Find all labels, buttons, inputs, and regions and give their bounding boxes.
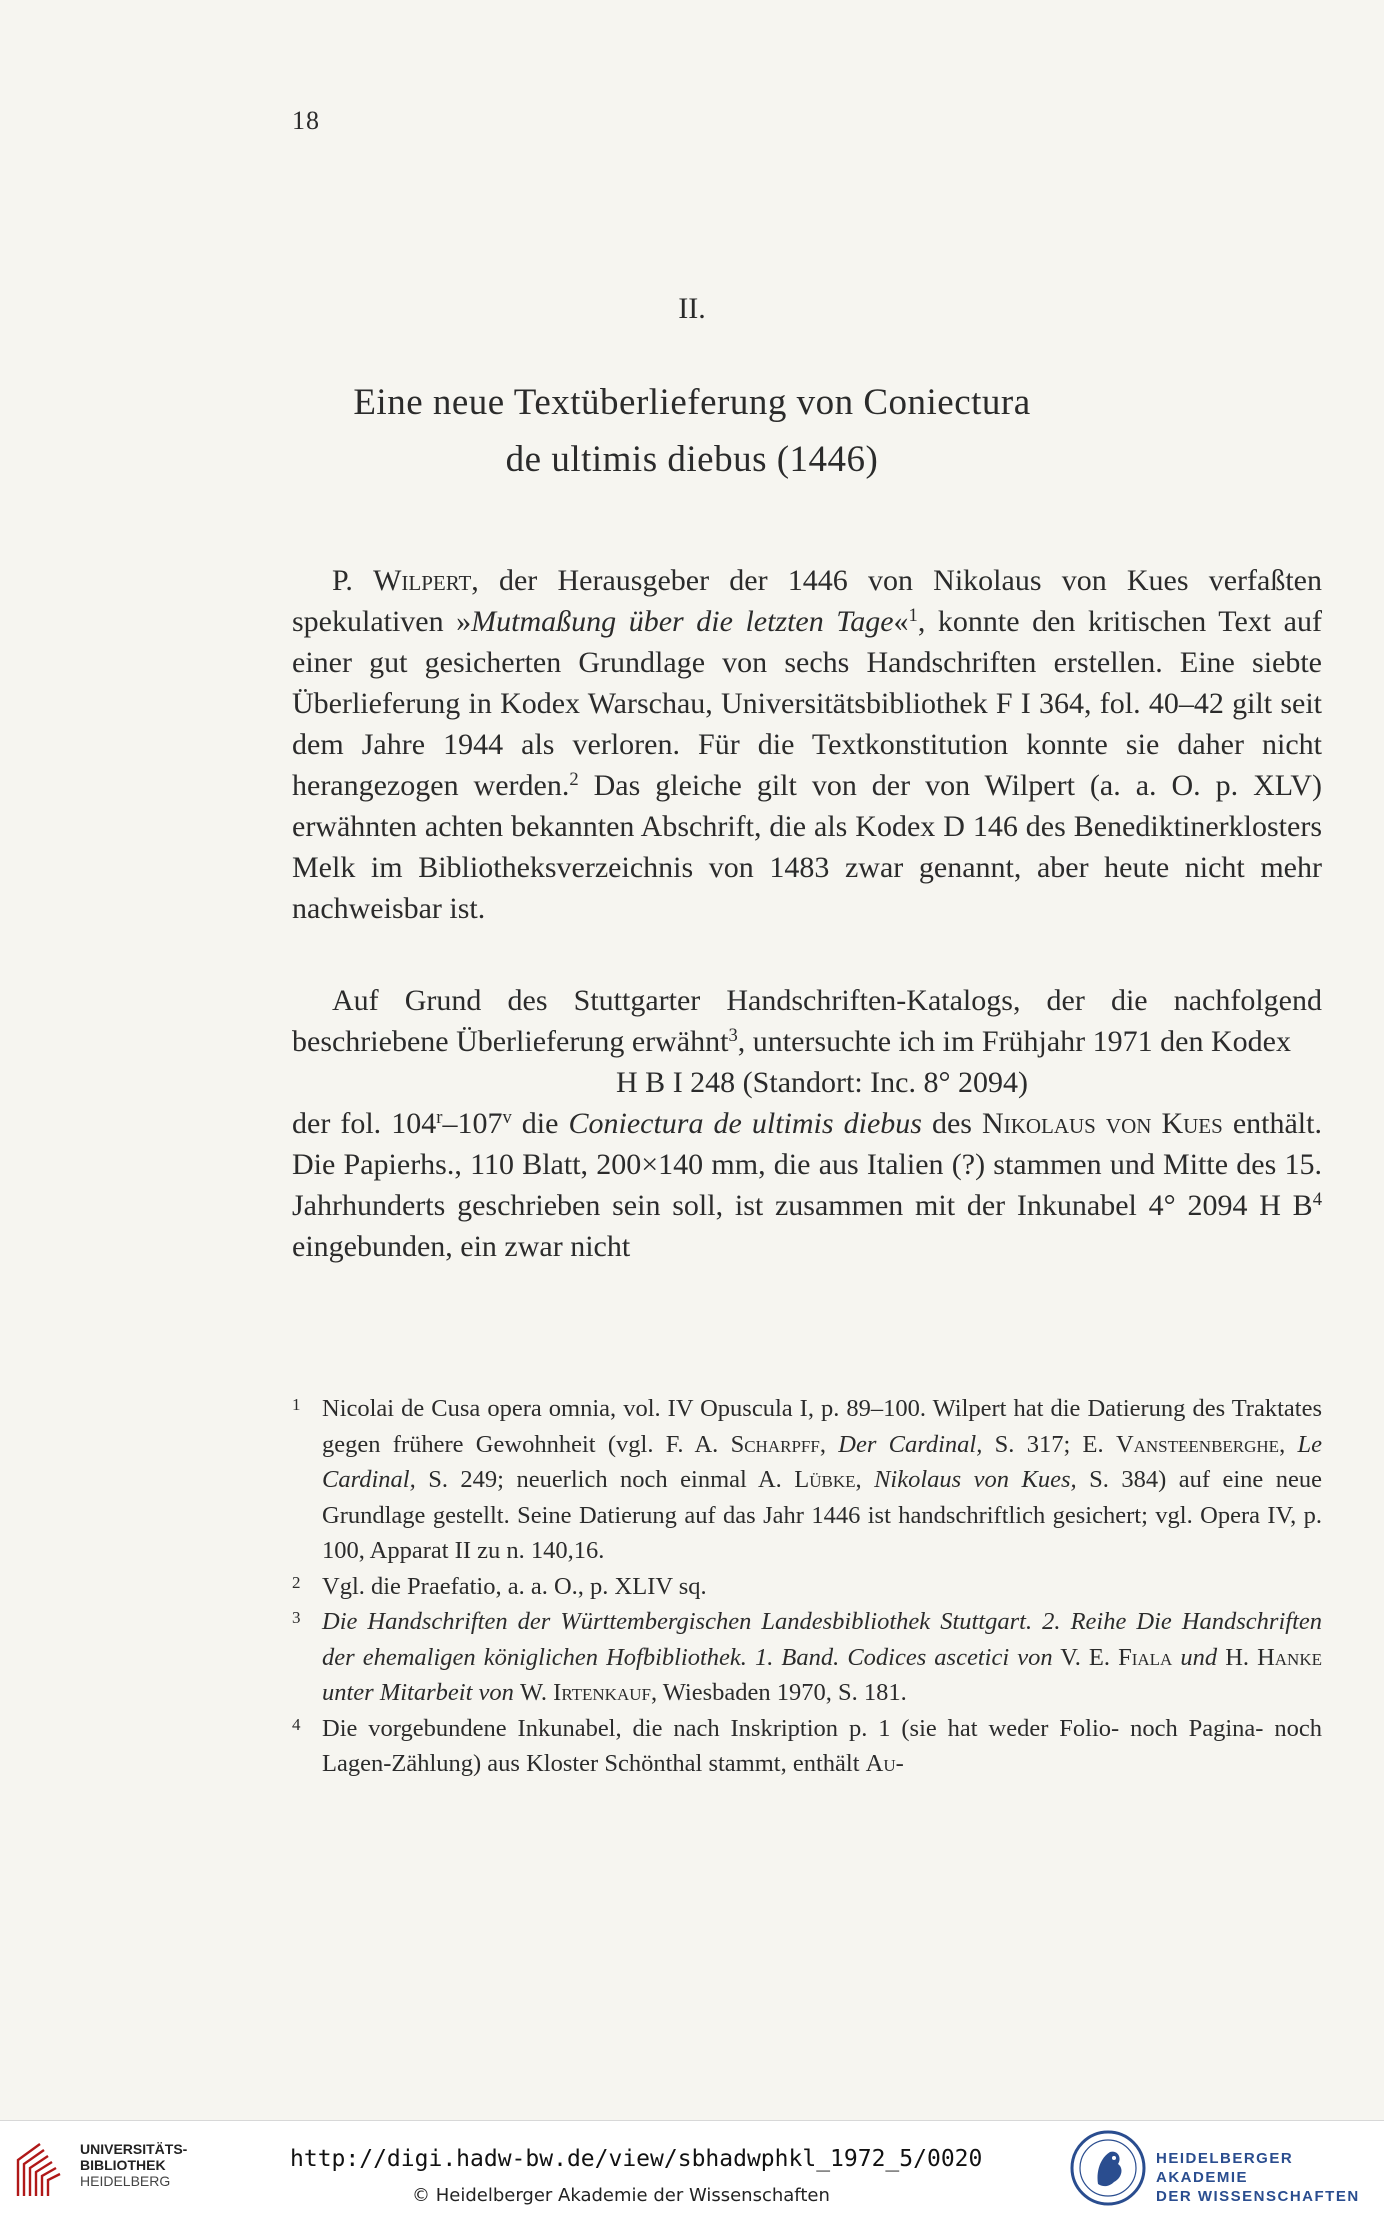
work-title: Mutmaßung über die letzten Tage [471,605,894,638]
footnotes [292,1391,1322,1782]
work-title: Le Cardinal, [322,1430,1322,1493]
university-library-name [80,2141,187,2189]
footnote-ref: 3 [728,1024,738,1046]
text-run: , der Herausgeber der 1446 von Nikolaus von Kues verfaßten spekulativen » [292,564,1323,638]
text-run: S. 384) auf eine neue Grundlage gestellt. Seine Datierung auf das Jahr 1446 ist handschriftlich gesichert; vgl. Opera IV, p. 100, Apparat II zu n. 140,16. [322,1466,1323,1564]
text-run: Nicolai de Cusa opera omnia, vol. IV Opuscula I, p. 89–100. Wilpert hat die Datierung des Traktates gegen frühere Gewohnheit (vgl. F. A. [322,1395,1322,1458]
text-run: enthält. Die Papierhs., 110 Blatt, 200×140 mm, die aus Italien (?) stammen und Mitte des 15. Jahrhunderts geschrieben sein soll, ist zusammen mit der Inkunabel 4° 2094 H B [292,1107,1322,1222]
text-run: W. [520,1679,554,1706]
chapter-title-line-1: Eine neue Textüberlieferung von Coniectura [353,382,1031,423]
author-name: Scharpff [730,1430,820,1458]
text-run: H. [1225,1643,1258,1671]
author-name: Vansteenberghe [1115,1430,1280,1458]
author-name: Fiala [1118,1643,1173,1671]
footnote-marker: 2 [292,1572,301,1592]
footnote-marker: 4 [292,1714,301,1734]
text-run: eingebunden, ein zwar nicht [292,1230,631,1263]
text-run: der fol. 104 [292,1107,437,1140]
academy-seal-icon [1068,2128,1148,2208]
chapter-title-line-2: de ultimis diebus (1446) [505,439,879,480]
text-run: V. E. [1052,1643,1119,1671]
text-run: Auf Grund des Stuttgarter Handschriften-Katalogs, der die nachfolgend beschriebene Überlieferung erwähnt [292,984,1322,1058]
paragraph-2-intro [292,980,1322,1062]
academy-name-line: DER WISSENSCHAFTEN [1156,2188,1360,2205]
section-number: II. [678,292,706,325]
text-run: , [1279,1430,1298,1458]
work-title: Die Handschriften der Württembergischen Landesbibliothek Stuttgart. 2. Reihe Die Handschriften der ehemaligen königlichen Hofbibliothek. 1. Band. Codices ascetici von [322,1608,1322,1671]
work-title: Der Cardinal, [838,1430,983,1458]
italic-word: und [1180,1643,1226,1671]
italic-word: unter Mitarbeit von [322,1679,521,1706]
text-run: P. [332,564,374,597]
permalink-url[interactable]: http://digi.hadw-bw.de/view/sbhadwphkl_1972_5/0020 [290,2146,983,2172]
work-title: Coniectura de ultimis diebus [568,1107,922,1140]
paragraph-2 [292,980,1322,1267]
verso-mark: v [502,1106,512,1128]
text-run: , Wiesbaden 1970, S. 181. [650,1679,907,1706]
footnote-marker: 1 [292,1395,301,1414]
university-library-logo-icon [12,2136,72,2202]
text-run: Die vorgebundene Inkunabel, die nach Inskription p. 1 (sie hat weder Folio- noch Pagina- noch Lagen-Zählung) aus Kloster Schönthal stammt, enthält [322,1714,1322,1777]
footnote-3 [292,1604,1322,1711]
author-name: Nikolaus von Kues [982,1107,1223,1140]
ub-name-line: HEIDELBERG [80,2173,171,2189]
academy-name-line: HEIDELBERGER AKADEMIE [1156,2150,1294,2186]
text-run: , [855,1466,875,1493]
text-run: , untersuchte ich im Frühjahr 1971 den Kodex [737,1025,1291,1058]
footnote-marker: 3 [292,1608,301,1627]
shelfmark: H B I 248 (Standort: Inc. 8° 2094) [616,1066,1028,1099]
text-run: , [819,1430,839,1458]
author-name: Wilpert [373,564,472,597]
footnote-4 [292,1711,1322,1782]
author-name: Irtenkauf [553,1679,651,1706]
recto-mark: r [436,1106,443,1128]
text-run: « [893,605,909,638]
page-number: 18 [292,106,320,135]
author-name: Hanke [1257,1643,1322,1671]
text-run: des [921,1107,983,1140]
text-run: S. 317; E. [982,1430,1116,1458]
paragraph-1 [292,560,1322,929]
text-run: , konnte den kritischen Text auf einer gut gesicherten Grundlage von sechs Handschriften erstellen. Eine siebte Überlieferung in Kodex Warschau, Universitätsbibliothek F I 364, fol. 40–42 gilt seit dem Jahre 1944 als verloren. Für die Textkonstitution konnte sie daher nicht herangezogen werden. [292,605,1322,802]
footnote-1 [292,1391,1322,1569]
paragraph-2-continuation [292,1103,1322,1267]
text-run: S. 249; neuerlich noch einmal A. [415,1466,795,1493]
author-name: Lübke [794,1466,856,1493]
text-run: –107 [442,1107,503,1140]
work-title: Nikolaus von Kues, [874,1466,1077,1493]
ub-name-line: UNIVERSITÄTS- [80,2141,188,2157]
text-run: die [511,1107,569,1140]
footnote-ref: 1 [908,604,918,626]
text-run: Das gleiche gilt von der von Wilpert (a. a. O. p. XLV) erwähnten achten bekannten Abschrift, die als Kodex D 146 des Benediktinerklosters Melk im Bibliotheksverzeichnis von 1483 zwar genannt, aber heute nicht mehr nachweisbar ist. [292,769,1322,925]
ub-name-line: BIBLIOTHEK [80,2157,166,2173]
copyright-notice: © Heidelberger Akademie der Wissenschaften [412,2185,830,2206]
footnote-ref: 4 [1312,1188,1322,1210]
author-name: Au- [865,1750,904,1777]
text-run: Vgl. die Praefatio, a. a. O., p. XLIV sq. [322,1572,707,1600]
academy-name [1156,2149,1384,2206]
footnote-2 [292,1569,1322,1605]
footnote-ref: 2 [569,768,579,790]
